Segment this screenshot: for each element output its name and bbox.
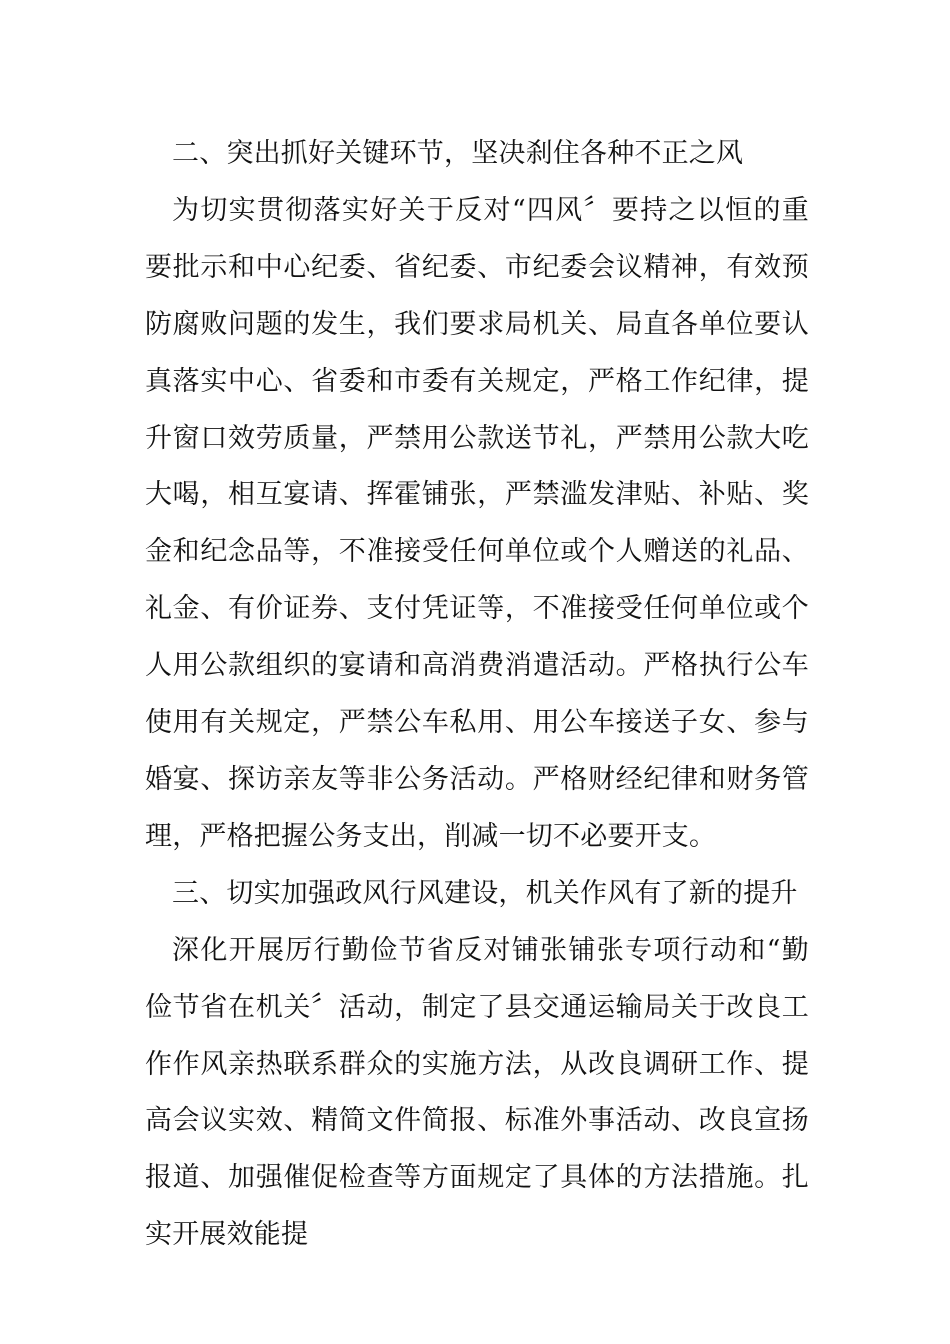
section-heading-3: 三、切实加强政风行风建设，机关作风有了新的提升 (172, 877, 798, 909)
body-paragraph: 为切实贯彻落实好关于反对“四风〞要持之以恒的重要批示和中心纪委、省纪委、市纪委会议精神，有效预防腐败问题的发生，我们要求局机关、局直各单位要认真落实中心、省委和市委有关规定，严格工作纪律，提升窗口效劳质量，严禁用公款送节礼，严禁用公款大吃大喝，相互宴请、挥霍铺张，严禁滥发津贴、补贴、奖金和纪念品等，不准接受任何单位或个人赠送的礼品、礼金、有价证券、支付凭证等，不准接受任何单位或个人用公款组织的宴请和高消费消遣活动。严格执行公车使用有关规定，严禁公车私用、用公车接送子女、参与婚宴、探访亲友等非公务活动。严格财经纪律和财务管理，严格把握公务支出，削减一切不必要开支。 (145, 194, 809, 852)
body-paragraph: 深化开展厉行勤俭节省反对铺张铺张专项行动和“勤俭节省在机关〞活动，制定了县交通运输局关于改良工作作风亲热联系群众的实施方法，从改良调研工作、提高会议实效、精简文件简报、标准外事活动、改良宣扬报道、加强催促检查等方面规定了具体的方法措施。扎实开展效能提 (145, 934, 809, 1251)
document-body (145, 126, 809, 1264)
section-heading-2: 二、突出抓好关键环节，坚决刹住各种不正之风 (172, 138, 744, 169)
